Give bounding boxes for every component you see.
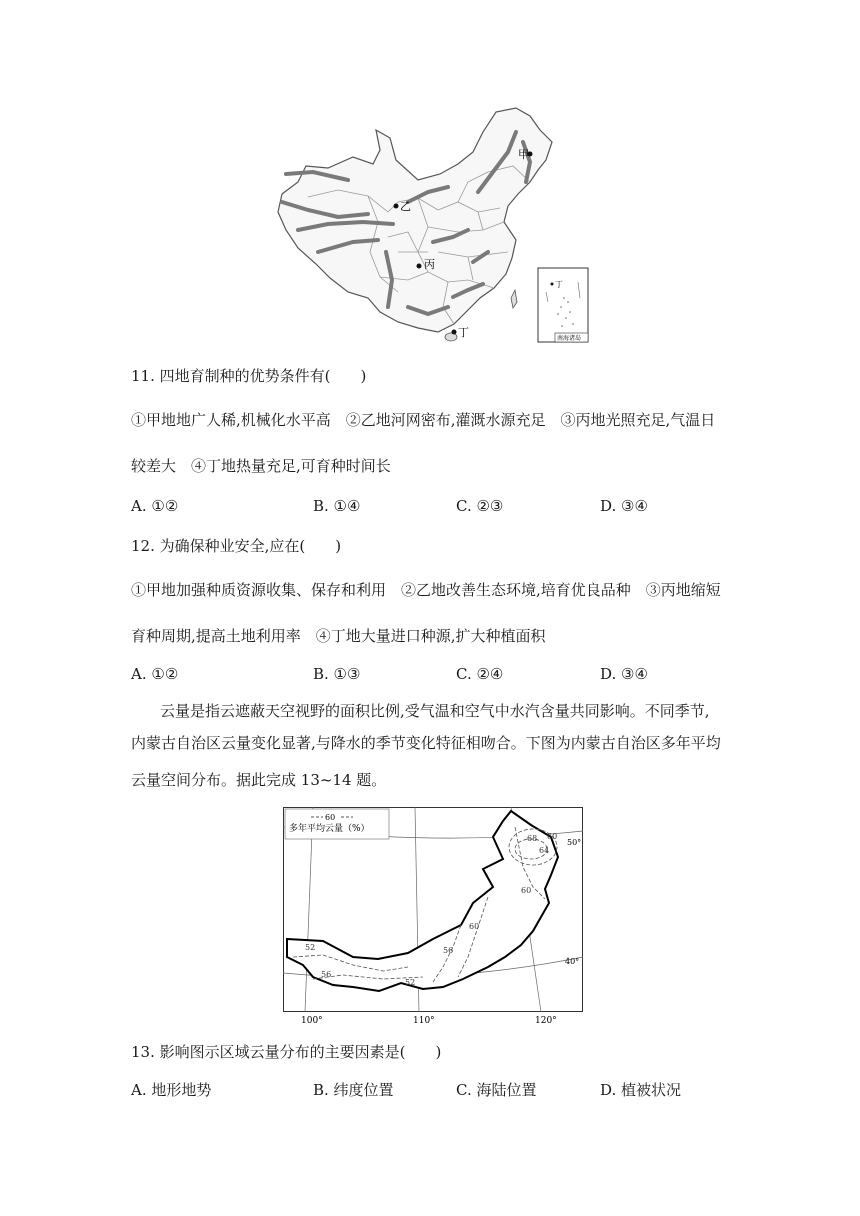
q13-option-a[interactable]: A. 地形地势	[131, 1081, 212, 1099]
passage-line1: 云量是指云遮蔽天空视野的面积比例,受气温和空气中水汽含量共同影响。不同季节,	[160, 702, 710, 720]
lat-label-40: 40°	[565, 957, 580, 966]
inset-caption: 南海诸岛	[557, 335, 582, 342]
q12-option-a[interactable]: A. ①②	[131, 665, 179, 683]
bing-marker	[417, 264, 422, 269]
cloud-amount-map-figure	[283, 807, 583, 1029]
legend	[285, 809, 389, 839]
china-map-svg	[268, 102, 590, 346]
inset-label-ding: 丁	[555, 280, 563, 289]
q13-option-b[interactable]: B. 纬度位置	[313, 1081, 394, 1099]
label-yi: 乙	[400, 200, 411, 213]
hainan	[445, 333, 457, 341]
q12-option-d[interactable]: D. ③④	[600, 665, 648, 683]
contour-label-56a: 56	[443, 946, 454, 955]
q11-option-c[interactable]: C. ②③	[456, 497, 504, 515]
label-jia: 甲	[518, 148, 529, 161]
south-sea-inset	[538, 268, 588, 342]
lon-label-110: 110°	[413, 1016, 435, 1026]
lon-label-100: 100°	[301, 1016, 323, 1026]
china-map-figure	[268, 102, 590, 346]
lon-label-120: 120°	[535, 1016, 557, 1026]
contour-label-60a: 60	[547, 832, 558, 841]
contour-label-60c: 60	[469, 922, 480, 931]
q13-option-c[interactable]: C. 海陆位置	[456, 1081, 537, 1099]
contour-label-52b: 52	[405, 978, 416, 987]
q13-option-d[interactable]: D. 植被状况	[600, 1081, 682, 1099]
q11-option-a[interactable]: A. ①②	[131, 497, 179, 515]
q12-option-b[interactable]: B. ①③	[313, 665, 361, 683]
lat-label-50: 50°	[567, 838, 582, 847]
contour-label-60b: 60	[521, 886, 532, 895]
contour-label-56b: 56	[321, 970, 332, 979]
q11-choices-line2: 较差大 ④丁地热量充足,可育种时间长	[131, 457, 391, 475]
q12-choices-line1: ①甲地加强种质资源收集、保存和利用 ②乙地改善生态环境,培育优良品种 ③丙地缩短	[131, 581, 721, 599]
contour-label-68: 68	[527, 834, 538, 843]
legend-title: 多年平均云量（%）	[289, 824, 370, 834]
label-ding: 丁	[458, 326, 469, 339]
contour-label-64: 64	[539, 846, 550, 855]
cloud-map-svg	[283, 807, 583, 1029]
q11-option-b[interactable]: B. ①④	[313, 497, 361, 515]
ding-marker	[452, 330, 457, 335]
contour-label-52a: 52	[305, 943, 316, 952]
q11-option-d[interactable]: D. ③④	[600, 497, 648, 515]
label-bing: 丙	[424, 258, 435, 271]
passage-line2: 内蒙古自治区云量变化显著,与降水的季节变化特征相吻合。下图为内蒙古自治区多年平均	[131, 734, 721, 752]
q11-choices-line1: ①甲地地广人稀,机械化水平高 ②乙地河网密布,灌溉水源充足 ③丙地光照充足,气温日	[131, 411, 716, 429]
passage-line3: 云量空间分布。据此完成 13~14 题。	[131, 771, 387, 789]
q13-stem: 13. 影响图示区域云量分布的主要因素是( )	[131, 1043, 442, 1061]
q12-choices-line2: 育种周期,提高土地利用率 ④丁地大量进口种源,扩大种植面积	[131, 627, 546, 645]
legend-value: 60	[325, 813, 336, 822]
yi-marker	[394, 204, 399, 209]
taiwan	[511, 290, 517, 308]
q12-stem: 12. 为确保种业安全,应在( )	[131, 537, 342, 555]
q12-option-c[interactable]: C. ②④	[456, 665, 504, 683]
q11-stem: 11. 四地育制种的优势条件有( )	[131, 367, 367, 385]
